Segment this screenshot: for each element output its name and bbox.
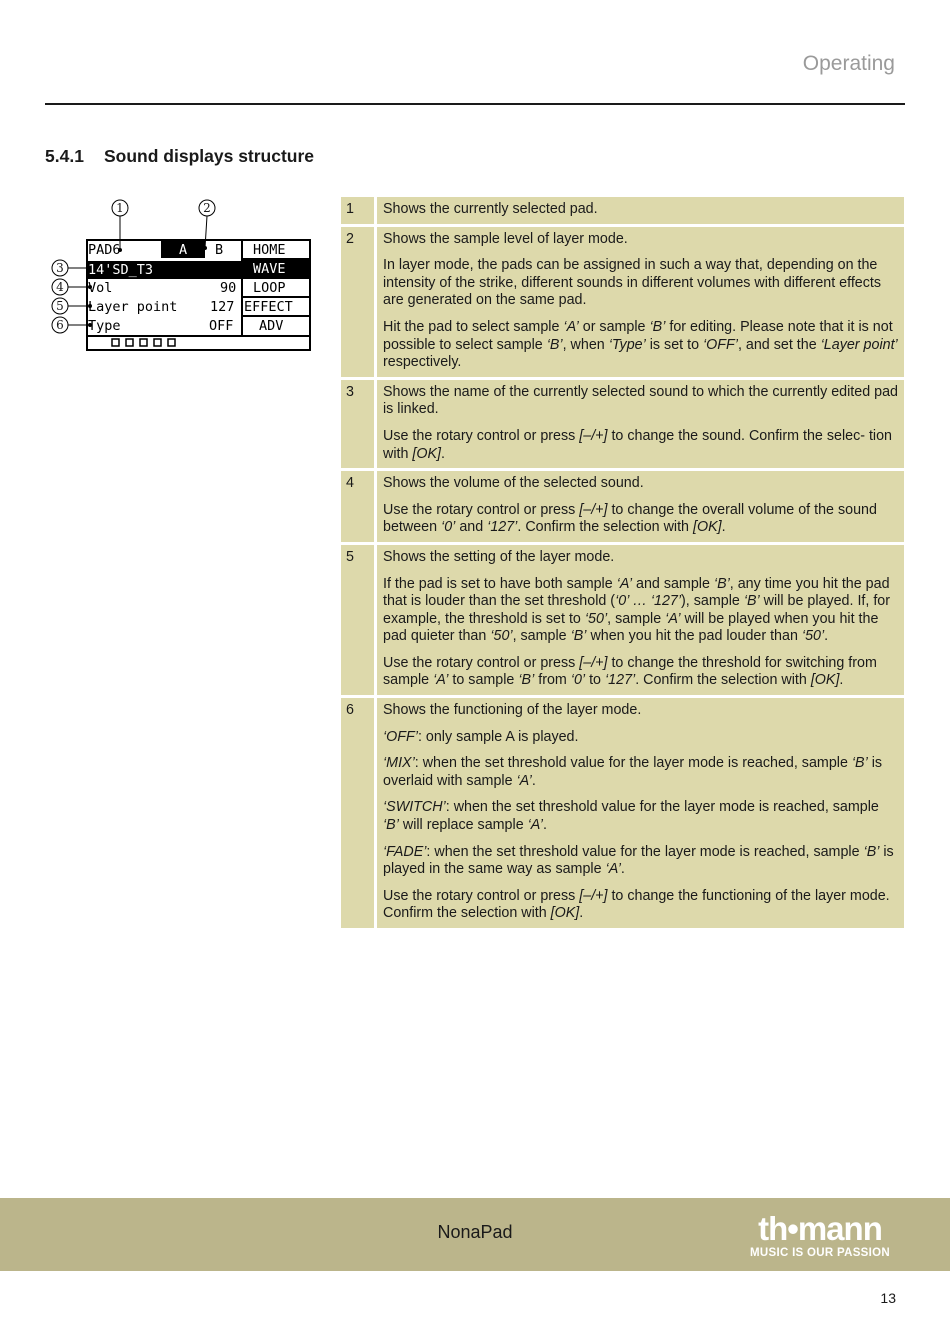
callout-6: 6 xyxy=(56,318,64,332)
description-paragraph: Shows the currently selected pad. xyxy=(383,201,598,217)
lcd-type-value: OFF xyxy=(209,318,234,334)
description-paragraph: Shows the volume of the selected sound. xyxy=(383,475,644,492)
description-paragraph: Shows the sample level of layer mode. xyxy=(383,230,628,247)
row-number: 5 xyxy=(341,545,377,698)
description-paragraph: Shows the functioning of the layer mode. xyxy=(383,702,642,719)
brand-name: th•mann xyxy=(758,1210,882,1247)
description-paragraph: If the pad is set to have both sample ‘A’ and sample ‘B’, any time you hit the pad that is louder than the set threshold (‘0’ … ‘127’), sample ‘B’ will be played. If, for example, the threshold is set to ‘50’, sample ‘A’ will be played when you hit the pad quieter than ‘50’, sample ‘B’ when you hit the pad louder than ‘50’. xyxy=(383,575,891,645)
description-paragraph: ‘MIX’: when the set threshold value for the layer mode is reached, sample ‘B’ is overlaid with sample ‘A’. xyxy=(383,755,883,789)
table-row xyxy=(341,227,904,380)
lcd-sound-name: 14'SD_T3 xyxy=(88,262,154,278)
brand-tagline: MUSIC IS OUR PASSION xyxy=(750,1247,890,1259)
page-number: 13 xyxy=(880,1290,896,1306)
description-paragraph: Use the rotary control or press [–/+] to change the sound. Confirm the selec‐ tion with [OK]. xyxy=(383,427,892,462)
description-paragraph: Use the rotary control or press [–/+] to change the overall volume of the sound between ‘0’ and ‘127’. Confirm the selection with [OK]. xyxy=(383,501,877,536)
description-paragraph: Use the rotary control or press [–/+] to change the threshold for switching from sample ‘A’ to sample ‘B’ from ‘0’ to ‘127’. Confirm the selection with [OK]. xyxy=(383,654,877,689)
row-number: 1 xyxy=(341,197,377,227)
description-paragraph: Use the rotary control or press [–/+] to change the functioning of the layer mode. Confirm the selection with [OK]. xyxy=(383,887,890,922)
lcd-vol-value: 90 xyxy=(220,280,237,296)
description-paragraph: In layer mode, the pads can be assigned in such a way that, depending on the intensity of the strike, different sounds in different volumes with different effects are generated on the same pad. xyxy=(383,257,882,309)
section-title: Sound displays structure xyxy=(104,146,315,166)
page-header-title: Operating xyxy=(802,52,895,75)
row-number: 4 xyxy=(341,471,377,545)
callout-1: 1 xyxy=(116,201,124,215)
row-description xyxy=(377,545,904,698)
description-paragraph: ‘OFF’: only sample A is played. xyxy=(383,728,579,745)
description-table-body xyxy=(341,197,904,931)
row-number: 3 xyxy=(341,380,377,471)
row-description xyxy=(377,227,904,380)
callout-3: 3 xyxy=(56,261,64,275)
row-description xyxy=(377,380,904,471)
footer-product-name: NonaPad xyxy=(437,1222,513,1242)
lcd-menu-wave: WAVE xyxy=(253,261,286,277)
callout-5: 5 xyxy=(56,299,64,313)
lcd-type-label: Type xyxy=(88,318,121,334)
lcd-diagram xyxy=(40,195,320,355)
callout-4: 4 xyxy=(56,280,64,294)
table-row xyxy=(341,545,904,698)
lcd-pad-label: PAD6 xyxy=(88,242,121,258)
row-description xyxy=(377,471,904,545)
description-paragraph: Shows the name of the currently selected sound to which the currently edited pad is linked. xyxy=(383,383,898,418)
section-heading xyxy=(45,146,314,167)
lcd-layer-point-label: Layer point xyxy=(88,299,178,315)
table-row xyxy=(341,197,904,227)
lcd-menu-effect: EFFECT xyxy=(244,299,293,315)
description-paragraph: ‘SWITCH’: when the set threshold value for the layer mode is reached, sample ‘B’ will replace sample ‘A’. xyxy=(383,799,879,834)
brand-logo xyxy=(741,1212,899,1260)
description-paragraph: ‘FADE’: when the set threshold value for the layer mode is reached, sample ‘B’ is played in the same way as sample ‘A’. xyxy=(383,843,894,878)
lcd-vol-label: Vol xyxy=(88,280,113,296)
callout-2: 2 xyxy=(203,201,211,215)
table-row xyxy=(341,380,904,471)
row-description xyxy=(377,698,904,931)
section-number: 5.4.1 xyxy=(45,146,84,166)
lcd-layer-point-value: 127 xyxy=(210,299,235,315)
table-row xyxy=(341,698,904,931)
header-rule xyxy=(45,103,905,105)
lcd-sample-b: B xyxy=(215,242,224,258)
lcd-menu-home: HOME xyxy=(253,242,286,258)
lcd-menu-adv: ADV xyxy=(259,318,284,334)
lcd-sample-a: A xyxy=(179,242,188,258)
row-number: 6 xyxy=(341,698,377,931)
row-description xyxy=(377,197,904,227)
lcd-menu-loop: LOOP xyxy=(253,280,286,296)
description-paragraph: Shows the setting of the layer mode. xyxy=(383,548,615,565)
description-table xyxy=(341,197,904,931)
table-row xyxy=(341,471,904,545)
description-paragraph: Hit the pad to select sample ‘A’ or sample ‘B’ for editing. Please note that it is not possible to select sample ‘B’, when ‘Type’ is set to ‘OFF’, and set the ‘Layer point’ respectively. xyxy=(383,318,898,371)
row-number: 2 xyxy=(341,227,377,380)
